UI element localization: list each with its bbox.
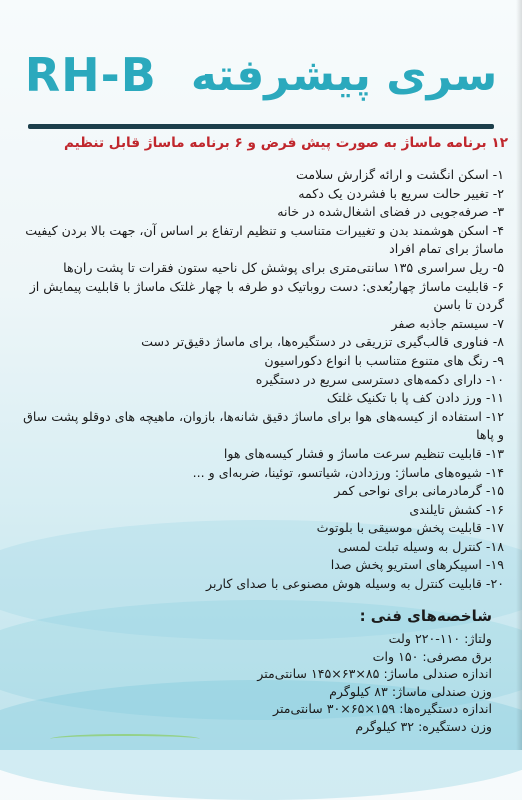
list-item: ۹- رنگ های متنوع متناسب با انواع دکوراسیون (264, 352, 504, 368)
list-item: ۱۴- شیوه‌های ماساژ: ورزدادن، شیاتسو، توئینا، ضربه‌ای و ... (192, 464, 504, 480)
page-edge-shadow (516, 0, 522, 750)
decorative-underline (50, 734, 200, 744)
specs-list (40, 630, 492, 736)
list-item: ۱۵- گرمادرمانی برای نواحی کمر (334, 483, 504, 499)
spec-item: برق مصرفی: ۱۵۰ وات (372, 648, 492, 664)
list-item: ۸- فناوری قالب‌گیری تزریقی در دستگیره‌ها، برای ماساژ دقیق‌تر دست (141, 334, 504, 350)
list-item: ۷- سیستم جاذبه صفر (391, 315, 504, 331)
spec-item: وزن صندلی ماساژ: ۸۳ کیلوگرم (329, 683, 492, 699)
spec-item: اندازه صندلی ماساژ: ۸۵×۶۳×۱۴۵ سانتی‌متر (257, 666, 492, 682)
series-title: سری پیشرفته (190, 49, 498, 101)
list-item: ۱۰- دارای دکمه‌های دسترسی سریع در دستگیره (255, 371, 504, 387)
list-item: ۴- اسکن هوشمند بدن و تغییرات متناسب و تنظیم ارتفاع بر اساس آن، جهت بالا بردن کیفیت ماساژ برای تمام افراد (25, 222, 504, 257)
spec-item: ولتاژ: ۱۱۰-۲۲۰ ولت (388, 631, 492, 646)
spec-item: اندازه دستگیره‌ها: ۱۵۹×۶۵×۳۰ سانتی‌متر (273, 701, 492, 717)
header-divider (28, 124, 494, 129)
list-item: ۲- تغییر حالت سریع با فشردن یک دکمه (298, 185, 504, 201)
list-item: ۱۹- اسپیکرهای استریو پخش صدا (330, 557, 504, 573)
model-name: RH-B (24, 48, 157, 102)
feature-list (20, 166, 504, 594)
header (0, 40, 522, 110)
list-item: ۶- قابلیت ماساژ چهاربُعدی: دست روباتیک دو طرفه با چهار غلتک ماساژ با قابلیت پیمایش از گردن تا باسن (29, 278, 504, 313)
list-item: ۱- اسکن انگشت و ارائه گزارش سلامت (296, 167, 504, 182)
spec-item: وزن دستگیره: ۳۲ کیلوگرم (355, 718, 492, 734)
list-item: ۱۸- کنترل به وسیله تبلت لمسی (337, 538, 504, 554)
list-item: ۵- ریل سراسری ۱۳۵ سانتی‌متری برای پوشش کل ناحیه ستون فقرات تا پشت ران‌ها (63, 259, 504, 275)
list-item: ۱۱- ورز دادن کف پا با تکنیک غلتک (326, 390, 504, 406)
specs-heading: شاخصه‌های فنی : (359, 607, 492, 625)
list-item: ۳- صرفه‌جویی در فضای اشغال‌شده در خانه (277, 204, 504, 220)
list-item: ۱۶- کشش تایلندی (409, 501, 504, 517)
list-item: ۱۷- قابلیت پخش موسیقی با بلوتوث (316, 520, 504, 536)
list-item: ۱۲- استفاده از کیسه‌های هوا برای ماساژ دقیق شانه‌ها، بازوان، ماهیچه های دوقلو پشت ساق و پاها (23, 408, 504, 443)
subtitle: ۱۲ برنامه ماساژ به صورت پیش فرض و ۶ برنامه ماساژ قابل تنظیم (63, 135, 508, 151)
list-item: ۲۰- قابلیت کنترل به وسیله هوش مصنوعی با صدای کاربر (206, 576, 504, 592)
list-item: ۱۳- قابلیت تنظیم سرعت ماساژ و فشار کیسه‌های هوا (223, 445, 504, 461)
